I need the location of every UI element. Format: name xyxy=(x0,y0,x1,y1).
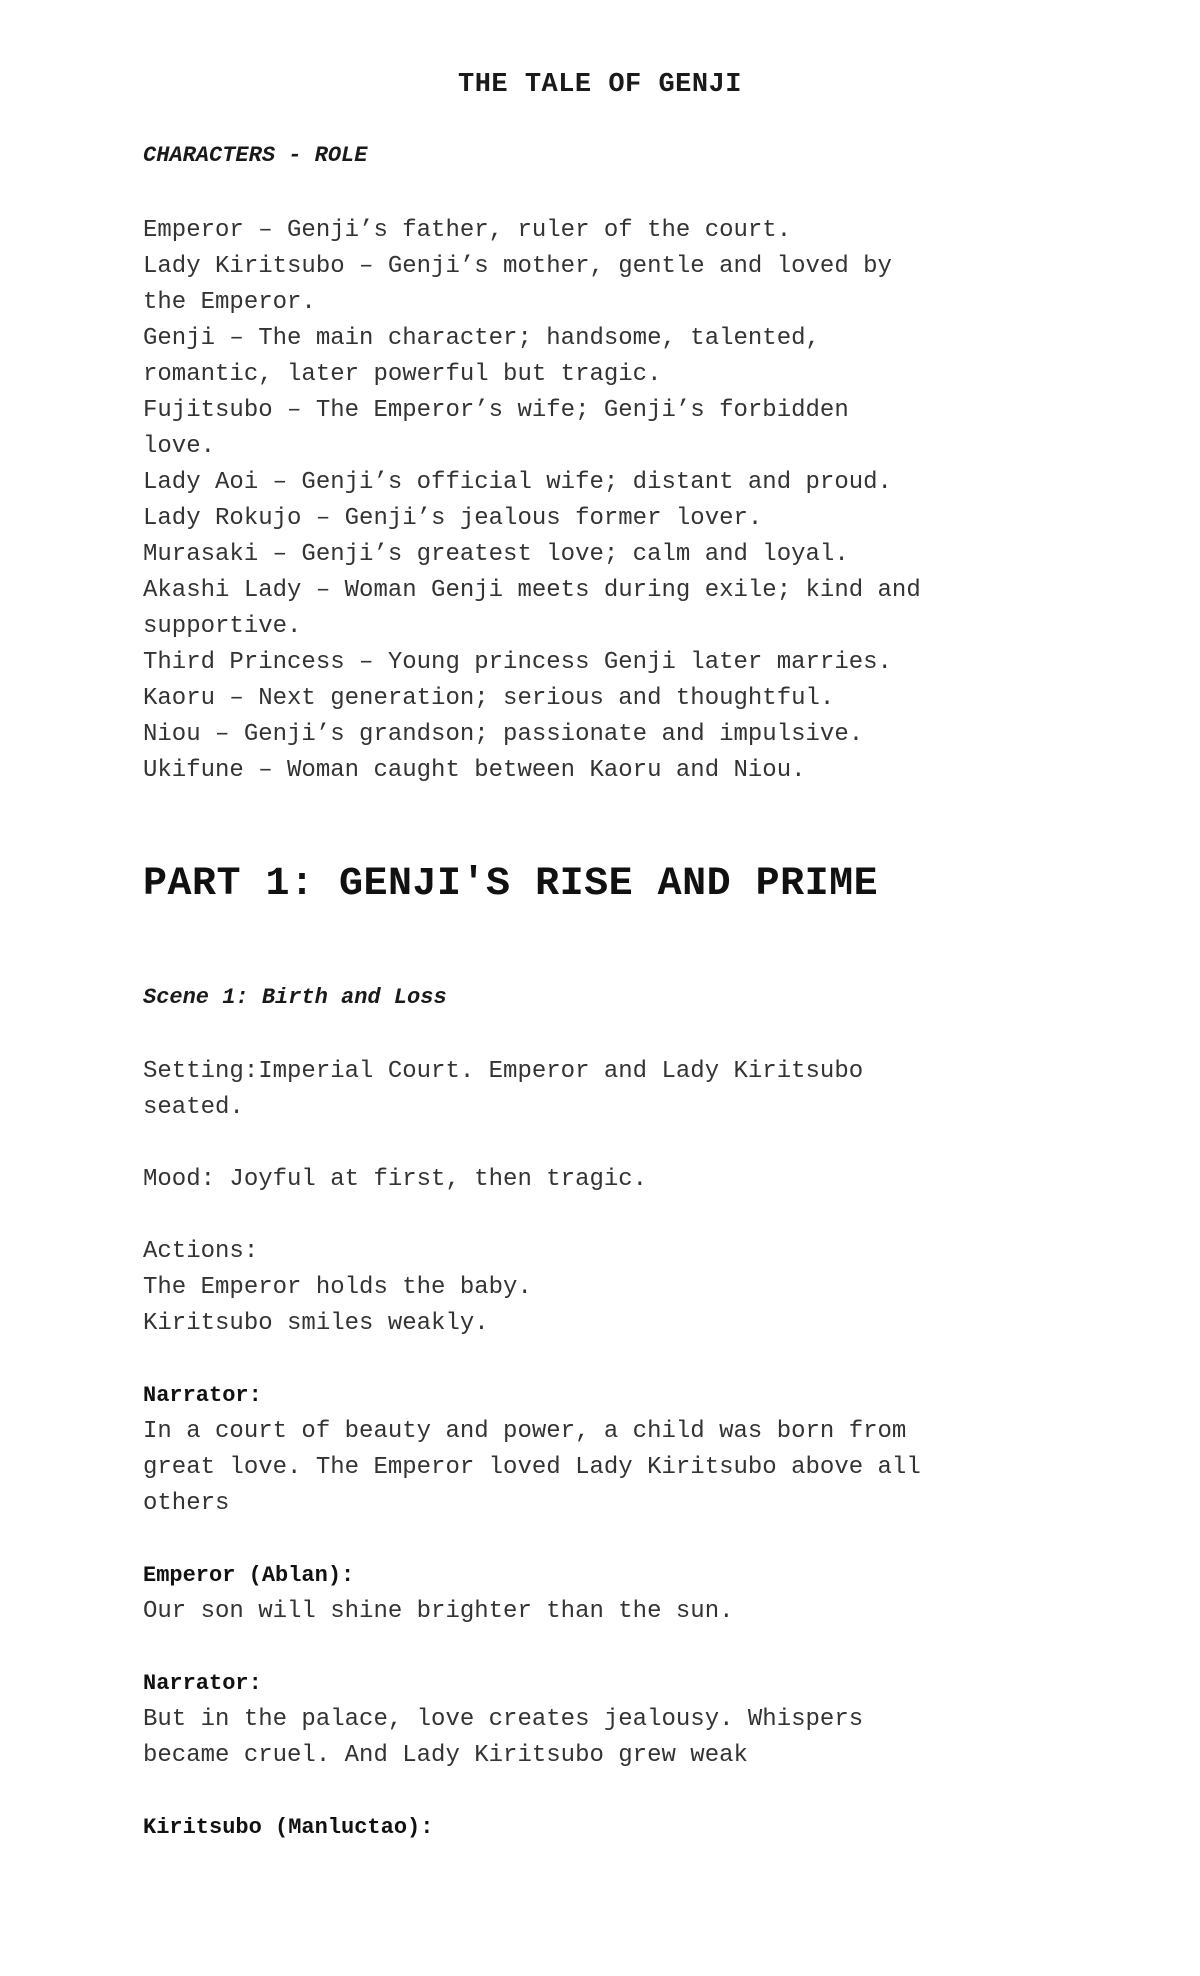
dialogue-line: others xyxy=(143,1490,230,1517)
speaker-name: Emperor (Ablan): xyxy=(143,1563,355,1588)
character-line: Lady Kiritsubo – Genji’s mother, gentle and loved by xyxy=(143,253,892,280)
character-line: Emperor – Genji’s father, ruler of the court. xyxy=(143,217,792,244)
character-line: love. xyxy=(143,433,216,460)
character-line: Fujitsubo – The Emperor’s wife; Genji’s forbidden xyxy=(143,397,849,424)
character-line: Akashi Lady – Woman Genji meets during exile; kind and xyxy=(143,577,921,604)
character-line: Lady Aoi – Genji’s official wife; distant and proud. xyxy=(143,469,892,496)
character-line: Kaoru – Next generation; serious and thoughtful. xyxy=(143,685,835,712)
mood-block xyxy=(143,1162,1123,1198)
character-list xyxy=(143,213,1123,789)
character-line: Third Princess – Young princess Genji later marries. xyxy=(143,649,892,676)
actions-line: Kiritsubo smiles weakly. xyxy=(143,1310,489,1337)
dialogue-block xyxy=(143,1666,1123,1774)
dialogue-line: In a court of beauty and power, a child was born from xyxy=(143,1418,907,1445)
speaker-name: Narrator: xyxy=(143,1671,262,1696)
setting-line: seated. xyxy=(143,1094,244,1121)
setting-line: Setting:Imperial Court. Emperor and Lady Kiritsubo xyxy=(143,1058,864,1085)
characters-label: CHARACTERS - ROLE xyxy=(143,143,368,168)
scene-title: Scene 1: Birth and Loss xyxy=(143,985,447,1010)
character-line: Genji – The main character; handsome, talented, xyxy=(143,325,820,352)
actions-block xyxy=(143,1234,1123,1342)
dialogue-block xyxy=(143,1378,1123,1522)
dialogue-line: great love. The Emperor loved Lady Kiritsubo above all xyxy=(143,1454,921,1481)
actions-line: Actions: xyxy=(143,1238,259,1265)
dialogue-line: But in the palace, love creates jealousy. Whispers xyxy=(143,1706,864,1733)
speaker-name: Narrator: xyxy=(143,1383,262,1408)
actions-line: The Emperor holds the baby. xyxy=(143,1274,532,1301)
speaker-name: Kiritsubo (Manluctao): xyxy=(143,1815,434,1840)
dialogue-block xyxy=(143,1810,1123,1846)
character-line: Murasaki – Genji’s greatest love; calm and loyal. xyxy=(143,541,849,568)
character-line: Lady Rokujo – Genji’s jealous former lover. xyxy=(143,505,763,532)
dialogue-line: became cruel. And Lady Kiritsubo grew weak xyxy=(143,1742,748,1769)
character-line: Ukifune – Woman caught between Kaoru and Niou. xyxy=(143,757,806,784)
character-line: the Emperor. xyxy=(143,289,316,316)
dialogue-line: Our son will shine brighter than the sun. xyxy=(143,1598,734,1625)
character-line: Niou – Genji’s grandson; passionate and impulsive. xyxy=(143,721,864,748)
setting-block xyxy=(143,1054,1123,1126)
character-line: romantic, later powerful but tragic. xyxy=(143,361,662,388)
mood-line: Mood: Joyful at first, then tragic. xyxy=(143,1166,648,1193)
part-heading: PART 1: GENJI'S RISE AND PRIME xyxy=(143,862,879,907)
document-title: THE TALE OF GENJI xyxy=(458,70,742,100)
dialogue-block xyxy=(143,1558,1123,1630)
character-line: supportive. xyxy=(143,613,302,640)
